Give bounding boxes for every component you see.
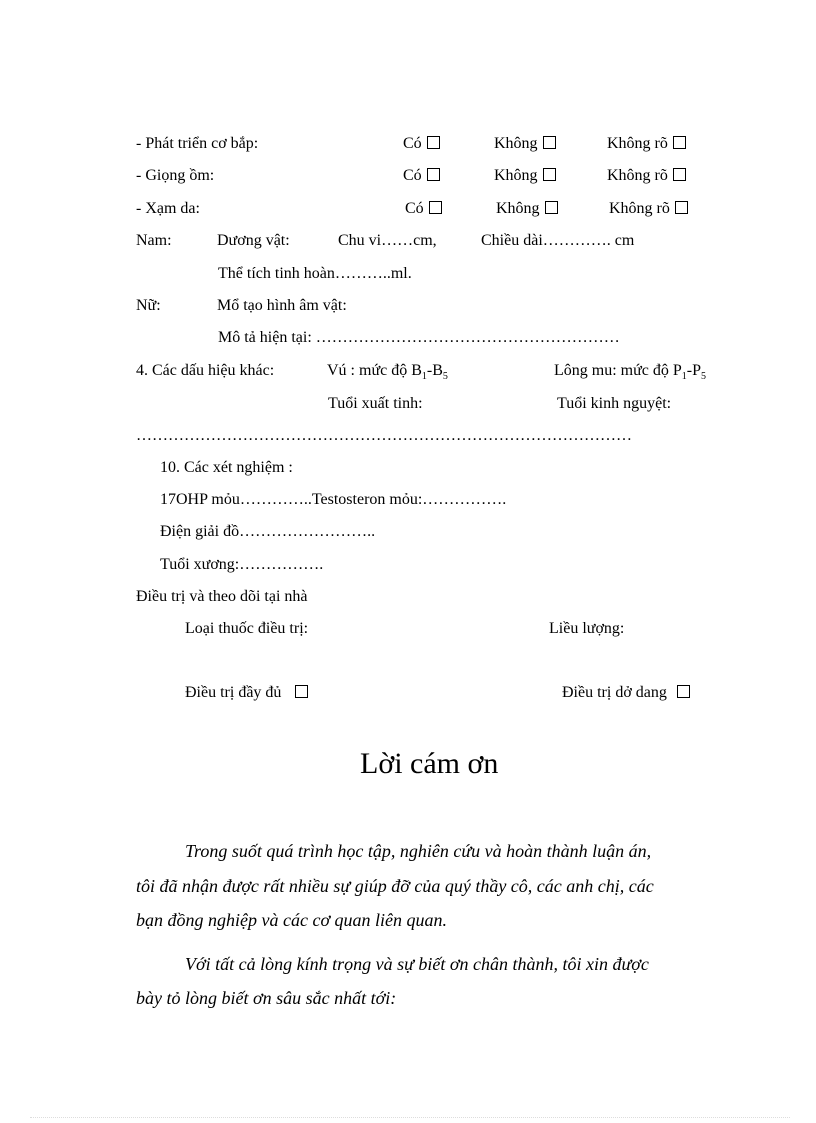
- muscle-yes-option[interactable]: [403, 134, 440, 154]
- tests-title: 10. Các xét nghiệm :: [160, 459, 293, 476]
- penis-label: Dương vật:: [217, 232, 290, 249]
- skin-no-option[interactable]: [496, 199, 558, 219]
- voice-yes-label: Có: [403, 167, 422, 184]
- ejaculation-age-field: Tuổi xuất tinh:: [328, 395, 423, 412]
- muscle-no-option[interactable]: [494, 134, 556, 154]
- testis-volume-field: Thể tích tinh hoàn………..ml.: [218, 265, 412, 282]
- bone-age-field: Tuổi xương:…………….: [160, 556, 324, 573]
- circumference-field: Chu vi……cm,: [338, 232, 437, 249]
- voice-unclear-label: Không rõ: [607, 167, 668, 184]
- ack-para1-line1: Trong suốt quá trình học tập, nghiên cứu và hoàn thành luận án,: [185, 841, 652, 861]
- skin-no-label: Không: [496, 200, 540, 217]
- partial-treatment-label: Điều trị dở dang: [562, 684, 667, 701]
- acknowledgements-title: Lời cám ơn: [360, 747, 499, 780]
- voice-unclear-option[interactable]: [607, 166, 686, 186]
- breast-stage-prefix: Vú : mức độ B: [327, 362, 422, 379]
- ack-para2-line1: Với tất cả lòng kính trọng và sự biết ơn chân thành, tôi xin được: [185, 954, 649, 974]
- muscle-unclear-option[interactable]: [607, 134, 686, 154]
- skin-no-checkbox[interactable]: [545, 201, 558, 214]
- pubic-hair-stage-field: [554, 361, 706, 381]
- electrolytes-field: Điện giải đồ……………………..: [160, 523, 376, 540]
- menarche-age-field: Tuổi kinh nguyệt:: [557, 395, 672, 412]
- voice-yes-option[interactable]: [403, 166, 440, 186]
- muscle-yes-checkbox[interactable]: [427, 136, 440, 149]
- voice-label: - Giọng ồm:: [136, 167, 215, 184]
- full-treatment-checkbox[interactable]: [295, 685, 308, 698]
- voice-unclear-checkbox[interactable]: [673, 168, 686, 181]
- dotted-line: …………………………………………………………………………………: [136, 427, 632, 444]
- surgery-label: Mổ tạo hình âm vật:: [217, 297, 347, 314]
- current-description-field: Mô tả hiện tại: …………………………………………………: [218, 329, 620, 346]
- page-bottom-border: [30, 1117, 790, 1118]
- muscle-yes-label: Có: [403, 135, 422, 152]
- breast-stage-field: [327, 361, 448, 381]
- voice-yes-checkbox[interactable]: [427, 168, 440, 181]
- full-treatment-option[interactable]: [185, 683, 308, 703]
- muscle-label: - Phát triển cơ bắp:: [136, 135, 259, 152]
- full-treatment-label: Điều trị đầy đủ: [185, 684, 282, 701]
- breast-stage-sub-min: 1: [421, 371, 427, 382]
- drug-type-label: Loại thuốc điều trị:: [185, 620, 309, 637]
- treatment-title: Điều trị và theo dõi tại nhà: [136, 588, 308, 605]
- skin-unclear-option[interactable]: [609, 199, 688, 219]
- skin-yes-label: Có: [405, 200, 424, 217]
- skin-yes-option[interactable]: [405, 199, 442, 219]
- ack-para2-line2: bày tỏ lòng biết ơn sâu sắc nhất tới:: [136, 988, 397, 1008]
- pubic-stage-sub-min: 1: [681, 371, 687, 382]
- voice-no-checkbox[interactable]: [543, 168, 556, 181]
- pubic-stage-prefix: Lông mu: mức độ P: [554, 362, 682, 379]
- skin-unclear-checkbox[interactable]: [675, 201, 688, 214]
- length-field: Chiều dài…………. cm: [481, 232, 635, 249]
- muscle-unclear-label: Không rõ: [607, 135, 668, 152]
- skin-label: - Xạm da:: [136, 200, 200, 217]
- skin-yes-checkbox[interactable]: [429, 201, 442, 214]
- hormone-tests-field: 17OHP mỏu…………..Testosteron mỏu:…………….: [160, 491, 507, 508]
- ack-para1-line2: tôi đã nhận được rất nhiều sự giúp đỡ của quý thầy cô, các anh chị, các: [136, 876, 654, 896]
- muscle-no-checkbox[interactable]: [543, 136, 556, 149]
- ack-para1-line3: bạn đồng nghiệp và các cơ quan liên quan.: [136, 910, 448, 930]
- muscle-no-label: Không: [494, 135, 538, 152]
- partial-treatment-checkbox[interactable]: [677, 685, 690, 698]
- pubic-stage-sub-max: 5: [701, 371, 707, 382]
- voice-no-option[interactable]: [494, 166, 556, 186]
- skin-unclear-label: Không rõ: [609, 200, 670, 217]
- voice-no-label: Không: [494, 167, 538, 184]
- dosage-label: Liều lượng:: [549, 620, 625, 637]
- pubic-stage-mid: -P: [686, 362, 702, 379]
- female-label: Nữ:: [136, 297, 161, 314]
- breast-stage-sub-max: 5: [442, 371, 448, 382]
- muscle-unclear-checkbox[interactable]: [673, 136, 686, 149]
- breast-stage-mid: -B: [426, 362, 443, 379]
- partial-treatment-option[interactable]: [562, 683, 690, 703]
- other-signs-label: 4. Các dấu hiệu khác:: [136, 362, 275, 379]
- male-label: Nam:: [136, 232, 172, 249]
